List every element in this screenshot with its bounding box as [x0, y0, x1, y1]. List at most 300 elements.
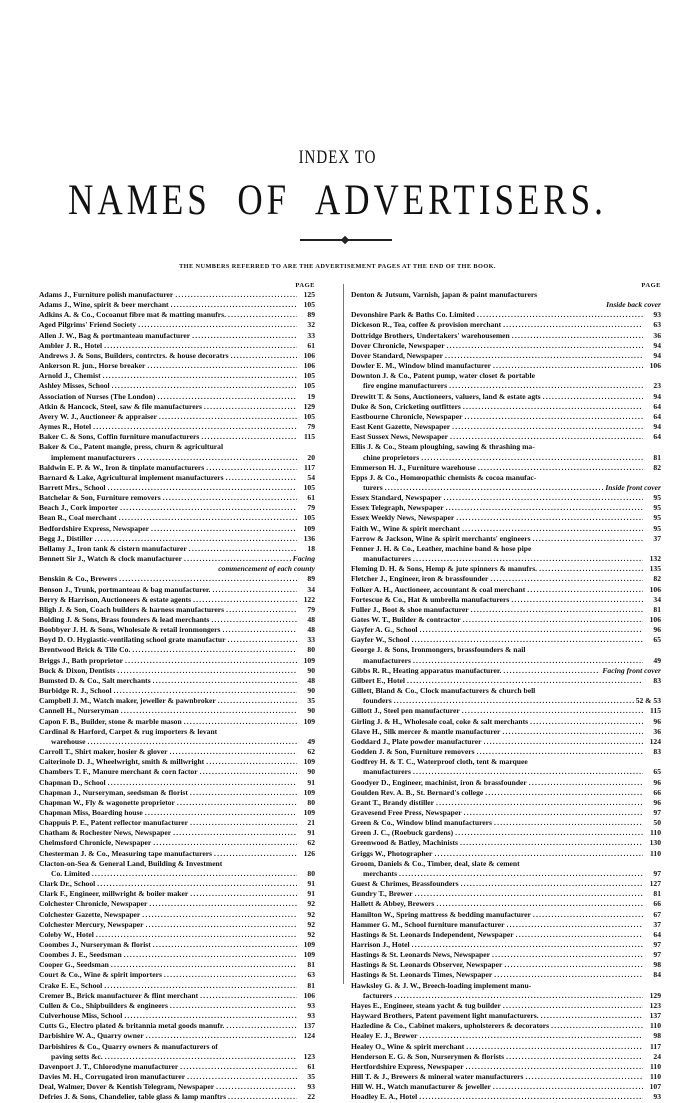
list-item: [351, 371, 661, 391]
leader-dots: [104, 981, 297, 991]
list-item: [39, 341, 315, 351]
entry-line: [39, 910, 315, 920]
page-number: 20: [307, 452, 315, 462]
page-number: 79: [307, 422, 315, 432]
page-number: 96: [653, 625, 661, 635]
advertiser-name: Defries J. & Sons, Chandelier, table glass & lamp manftrs: [39, 1092, 227, 1102]
page-reference-continued: Inside back cover: [606, 300, 661, 310]
page-number: 124: [649, 736, 661, 746]
advertiser-name: George J. & Sons, Ironmongers, brassfounders & nail: [351, 645, 526, 655]
entry-line: [351, 778, 661, 788]
leader-dots: [226, 605, 297, 615]
entry-line: [351, 910, 661, 920]
entry-line: [39, 757, 315, 767]
leader-dots: [175, 290, 297, 300]
entry-line: [351, 808, 661, 818]
entry-line: [351, 1031, 661, 1041]
entry-line: [39, 727, 315, 737]
list-item: [39, 1062, 315, 1072]
page-number: 105: [303, 381, 315, 391]
page-number: 37: [653, 533, 661, 543]
leader-dots: [184, 717, 297, 727]
leader-dots: [412, 635, 643, 645]
list-item: [351, 493, 661, 503]
advertiser-name: Denton & Jutsum, Varnish, japan & paint manufacturers: [351, 290, 538, 299]
page-number: 124: [303, 1031, 315, 1041]
list-item: [39, 838, 315, 848]
advertiser-name: Gates W. T., Builder & contractor: [351, 615, 461, 624]
page-reference: Inside front cover: [605, 482, 661, 492]
leader-dots: [170, 1001, 297, 1011]
leader-dots: [177, 798, 297, 808]
advertiser-name-continued: facturers: [363, 990, 393, 1000]
leader-dots: [419, 1092, 643, 1102]
leader-dots: [511, 595, 643, 605]
advertiser-name: Caiterinole D. J., Wheelwright, smith & millwright: [39, 757, 205, 767]
entry-line: [351, 503, 661, 513]
list-item: [39, 1072, 315, 1082]
list-item: [351, 706, 661, 716]
entry-line: [351, 1072, 661, 1082]
list-item: [351, 950, 661, 960]
page-number: 93: [653, 310, 661, 320]
page-number: 110: [650, 1072, 661, 1082]
advertiser-name: Goulden Rev. A. B., St. Bernard's college: [351, 787, 484, 797]
list-item: [39, 930, 315, 940]
leader-dots: [226, 473, 297, 483]
advertiser-name: Gayfer W., School: [351, 635, 410, 645]
advertiser-name-continued: implement manufacturers: [51, 452, 136, 462]
entry-line: [351, 960, 661, 970]
leader-dots: [527, 585, 643, 595]
page-number: 105: [303, 513, 315, 523]
list-item: [39, 910, 315, 920]
leader-dots: [137, 453, 297, 463]
page-number: 91: [307, 777, 315, 787]
leader-dots: [104, 341, 297, 351]
page-number: 110: [650, 848, 661, 858]
entry-line: [39, 524, 315, 534]
page-number: 90: [307, 767, 315, 777]
advertiser-name: Chappuis P. E., Patent reflector manufacturer: [39, 818, 189, 828]
page-number: 83: [653, 747, 661, 757]
advertiser-name: Cutts G., Electro plated & britannia metal goods manufr.: [39, 1021, 225, 1031]
entry-line: [39, 544, 315, 554]
leader-dots: [184, 554, 291, 564]
list-item: [351, 635, 661, 645]
left-column: [39, 282, 315, 1103]
list-item: [39, 798, 315, 808]
page-number: 64: [653, 432, 661, 442]
entry-line: [351, 747, 661, 757]
list-item: [351, 828, 661, 838]
ornament-rule-icon: [300, 237, 392, 243]
page-number: 97: [653, 950, 661, 960]
list-item: [39, 493, 315, 503]
leader-dots: [87, 737, 297, 747]
page-number: 61: [307, 493, 315, 503]
list-item: [351, 910, 661, 920]
leader-dots: [445, 351, 643, 361]
list-item: [39, 960, 315, 970]
list-item: [351, 1052, 661, 1062]
advertiser-name: Buck & Dixon, Dentists: [39, 665, 116, 675]
list-item: [351, 513, 661, 523]
advertiser-name: Girling J. & H., Wholesale coal, coke & salt merchants: [351, 716, 529, 726]
advertiser-name: Drewitt T. & Sons, Auctioneers, valuers, land & estate agts: [351, 391, 541, 401]
page-number: 96: [653, 777, 661, 787]
entry-line: [351, 838, 661, 848]
entry-line: [351, 950, 661, 960]
entry-line: [39, 808, 315, 818]
list-item: [39, 991, 315, 1001]
entry-line: [351, 392, 661, 402]
advertiser-name: Hazledine & Co., Cabinet makers, upholsterers & decorators: [351, 1021, 550, 1031]
list-item: [39, 524, 315, 534]
entry-line: [39, 920, 315, 930]
entry-continuation: [39, 737, 315, 747]
advertiser-name: Chapman J., Nurseryman, seedsman & florist: [39, 787, 188, 797]
leader-dots: [157, 392, 297, 402]
advertiser-name: Campbell J. M., Watch maker, jeweller & pawnbroker: [39, 696, 216, 706]
list-item: [351, 534, 661, 544]
entry-line: [39, 513, 315, 523]
leader-dots: [212, 585, 297, 595]
entry-line: [351, 574, 661, 584]
page-number: 80: [307, 797, 315, 807]
leader-dots: [206, 463, 297, 473]
leader-dots: [533, 534, 643, 544]
leader-dots: [461, 879, 643, 889]
advertiser-name: Chatham & Rochester News, Newspaper: [39, 828, 172, 838]
advertiser-name: Bolding J. & Sons, Brass founders & lead merchants: [39, 615, 210, 624]
entry-line: [39, 615, 315, 625]
advertiser-name: Clacton-on-Sea & General Land, Building & Investment: [39, 858, 223, 868]
leader-dots: [434, 849, 643, 859]
list-item: [39, 889, 315, 899]
list-item: [39, 554, 315, 574]
entry-line: [39, 351, 315, 361]
entry-line: [39, 341, 315, 351]
list-item: [39, 849, 315, 859]
entry-line: [351, 635, 661, 645]
list-item: [39, 727, 315, 747]
entry-line: [39, 717, 315, 727]
page-number: 32: [307, 320, 315, 330]
advertiser-name: Essex Telegraph, Newspaper: [351, 503, 444, 513]
entry-line: [39, 859, 315, 869]
advertiser-name: Dowler E. M., Window blind manufacturer: [351, 361, 491, 371]
entry-line: [39, 402, 315, 412]
advertiser-name-continued: chine proprietors: [363, 452, 420, 462]
advertiser-name: Duke & Son, Cricketing outfitters: [351, 401, 461, 411]
list-item: [39, 473, 315, 483]
list-item: [39, 534, 315, 544]
advertiser-name: Bedfordshire Express, Newspaper: [39, 523, 150, 533]
list-item: [351, 605, 661, 615]
entry-line: [39, 554, 315, 564]
entry-line: [39, 1072, 315, 1082]
leader-dots: [121, 706, 297, 716]
page-number: 54: [307, 472, 315, 482]
list-item: [351, 849, 661, 859]
column-divider: [343, 284, 344, 984]
list-item: [351, 1001, 661, 1011]
list-item: [351, 290, 661, 310]
list-item: [39, 422, 315, 432]
page-reference: Facing: [292, 554, 315, 564]
list-item: [351, 585, 661, 595]
page-number: 129: [649, 990, 661, 1000]
page-number: 95: [653, 493, 661, 503]
advertiser-name: Coombes J. E., Seedsman: [39, 950, 122, 960]
advertiser-name: Downton J. & Co., Patent pump, water closet & portable: [351, 371, 535, 381]
entry-line: [39, 412, 315, 422]
leader-dots: [478, 463, 643, 473]
page-number: 18: [307, 543, 315, 553]
leader-dots: [502, 727, 643, 737]
entry-line: [351, 534, 661, 544]
advertiser-name: Hammer G. M., School furniture manufacturer: [351, 919, 505, 929]
entry-line: [351, 686, 661, 696]
advertiser-name: Colchester Chronicle, Newspaper: [39, 899, 148, 909]
entry-line: [351, 798, 661, 808]
page-number: 81: [653, 604, 661, 614]
advertiser-name: Green J. C., (Roebuck gardens): [351, 828, 454, 838]
entry-line: [351, 331, 661, 341]
page-number: 109: [303, 757, 315, 767]
advertiser-name: Faith W., Wine & spirit merchant: [351, 523, 461, 533]
leader-dots: [452, 422, 643, 432]
entry-continuation: [351, 453, 661, 463]
entry-line: [39, 849, 315, 859]
advertiser-name: Barrett Mrs., School: [39, 482, 106, 492]
entry-continuation: [351, 991, 661, 1001]
advertiser-name: Darbishires & Co., Quarry owners & manufacturers of: [39, 1041, 218, 1051]
page-number: 109: [303, 787, 315, 797]
entry-continuation: [351, 869, 661, 879]
advertiser-name: Bumsted D. & Co., Salt merchants: [39, 675, 151, 685]
entry-line: [351, 422, 661, 432]
leader-dots: [190, 788, 297, 798]
entry-line: [351, 463, 661, 473]
advertiser-name: Cardinal & Harford, Carpet & rug importers & levant: [39, 726, 218, 736]
advertiser-name: Davies M. H., Corrugated iron manufacturer: [39, 1072, 186, 1082]
entry-line: [39, 585, 315, 595]
advertiser-name: Goodyer D., Engineer, machinist, iron & brassfounder: [351, 777, 527, 787]
advertiser-name: Cullen & Co., Shipbuilders & engineers: [39, 1000, 168, 1010]
page-number: 123: [649, 1000, 661, 1010]
advertiser-name: Green & Co., Window blind manufacturers: [351, 818, 492, 828]
advertiser-name: Carroll T., Shirt maker, hosier & glover: [39, 747, 168, 757]
advertiser-name: Gillett, Bland & Co., Clock manufacturers & church bell: [351, 686, 536, 696]
entry-line: [351, 310, 661, 320]
entry-line: [39, 970, 315, 980]
advertiser-name: East Sussex News, Newspaper: [351, 432, 449, 442]
advertiser-name: Beach J., Cork importer: [39, 503, 119, 513]
leader-dots: [462, 706, 643, 716]
list-item: [39, 859, 315, 879]
leader-dots: [97, 879, 297, 889]
list-item: [39, 351, 315, 361]
list-item: [39, 331, 315, 341]
page-number: 109: [303, 716, 315, 726]
advertiser-name: Epps J. & Co., Homœopathic chemists & cocoa manufac-: [351, 472, 537, 482]
leader-dots: [490, 574, 643, 584]
leader-dots: [539, 564, 643, 574]
entry-line: [351, 930, 661, 940]
list-item: [39, 320, 315, 330]
page-number: 22: [307, 1092, 315, 1102]
leader-dots: [394, 991, 643, 1001]
advertiser-name: Benson J., Trunk, portmanteau & bag manufacturer.: [39, 584, 211, 594]
entry-line: [39, 473, 315, 483]
advertiser-name-continued: Co. Limited: [51, 868, 90, 878]
list-item: [351, 798, 661, 808]
entry-line: [39, 879, 315, 889]
page-number: 24: [653, 1051, 661, 1061]
leader-dots: [206, 757, 297, 767]
page-reference-continued: commencement of each county: [218, 564, 315, 574]
advertiser-name: Ellis J. & Co., Steam ploughing, sawing & thrashing ma-: [351, 442, 535, 452]
page-number: 34: [653, 594, 661, 604]
advertiser-name-continued: founders: [363, 696, 392, 706]
entry-line: [39, 676, 315, 686]
advertiser-name: Deal, Walmer, Dover & Kentish Telegram, Newspaper: [39, 1082, 215, 1092]
leader-dots: [436, 798, 643, 808]
advertiser-name: Benskin & Co., Brewers: [39, 574, 118, 584]
entry-line: [351, 290, 661, 300]
leader-dots: [222, 625, 297, 635]
page-number: 107: [649, 1082, 661, 1092]
advertiser-name: Darbishire W. A., Quarry owner: [39, 1031, 144, 1041]
page-number: 93: [307, 1000, 315, 1010]
entry-line: [39, 818, 315, 828]
leader-dots: [111, 960, 297, 970]
advertiser-name: Ashley Misses, School: [39, 381, 110, 391]
entry-line: [351, 564, 661, 574]
page-number: 33: [307, 330, 315, 340]
leader-dots: [147, 361, 297, 371]
entry-line: [39, 1062, 315, 1072]
advertiser-name: Clark F., Engineer, millwright & boiler maker: [39, 889, 189, 899]
list-item: [39, 442, 315, 462]
entry-line: [39, 838, 315, 848]
list-item: [39, 635, 315, 645]
leader-dots: [189, 544, 297, 554]
page-number: 49: [307, 736, 315, 746]
entry-continuation: [39, 869, 315, 879]
page-number: 92: [307, 909, 315, 919]
list-item: [351, 524, 661, 534]
leader-dots: [455, 828, 643, 838]
leader-dots: [466, 1062, 643, 1072]
list-item: [351, 981, 661, 1001]
page-number: 64: [653, 411, 661, 421]
leader-dots: [119, 574, 297, 584]
leader-dots: [471, 605, 643, 615]
page-number: 94: [653, 422, 661, 432]
entry-line: [39, 605, 315, 615]
entry-line: [39, 1031, 315, 1041]
list-item: [39, 300, 315, 310]
advertiser-name-continued: turers: [363, 482, 383, 492]
list-item: [351, 331, 661, 341]
page-number: 66: [653, 787, 661, 797]
leader-dots: [112, 381, 297, 391]
leader-dots: [204, 402, 297, 412]
page-number: 64: [653, 929, 661, 939]
list-item: [351, 818, 661, 828]
list-item: [351, 686, 661, 706]
list-item: [39, 747, 315, 757]
leader-dots: [504, 960, 643, 970]
page-number: 82: [653, 574, 661, 584]
leader-dots: [164, 970, 297, 980]
page-number: 83: [653, 675, 661, 685]
leader-dots: [420, 1031, 644, 1041]
page-number: 65: [653, 635, 661, 645]
list-item: [39, 432, 315, 442]
list-item: [39, 788, 315, 798]
leader-dots: [412, 940, 643, 950]
leader-dots: [193, 595, 297, 605]
advertiser-name: Ankerson R. jun., Horse breaker: [39, 361, 146, 371]
entry-line: [39, 392, 315, 402]
advertiser-list-left: [39, 290, 315, 1103]
leader-dots: [413, 767, 643, 777]
leader-dots: [462, 524, 643, 534]
page-number: 105: [303, 482, 315, 492]
leader-dots: [444, 493, 643, 503]
page-number: 92: [307, 929, 315, 939]
entry-line: [39, 1092, 315, 1102]
leader-dots: [142, 910, 297, 920]
entry-line: [39, 767, 315, 777]
leader-dots: [92, 869, 297, 879]
entry-continuation: [351, 767, 661, 777]
page-number: 37: [653, 919, 661, 929]
list-item: [39, 645, 315, 655]
advertiser-name: Begg J., Distiller: [39, 533, 93, 543]
list-item: [39, 1031, 315, 1041]
advertiser-name: Coleby W., Hotel: [39, 929, 94, 939]
list-item: [351, 808, 661, 818]
list-item: [39, 1092, 315, 1102]
advertiser-name: Glave H., Silk mercer & mantle manufacturer: [351, 726, 501, 736]
entry-line: [39, 1011, 315, 1021]
advertiser-name: Dover Chronicle, Newspaper: [351, 340, 445, 350]
list-item: [351, 361, 661, 371]
entry-line: [39, 381, 315, 391]
leader-dots: [436, 899, 643, 909]
entry-line: [351, 371, 661, 381]
advertiser-name: Court & Co., Wine & spirit importers: [39, 970, 162, 980]
page-number: 65: [653, 767, 661, 777]
advertiser-name: Burbidge R. J., School: [39, 686, 112, 696]
leader-dots: [187, 1072, 297, 1082]
advertiser-name: Folker A. H., Auctioneer, accountant & coal merchant: [351, 584, 526, 594]
advertiser-name: Adkins A. & Co., Cocoanut fibre mat & matting manufrs.: [39, 310, 226, 320]
page-number: 52 & 53: [635, 696, 661, 706]
list-item: [351, 727, 661, 737]
list-item: [39, 676, 315, 686]
leader-dots: [145, 808, 297, 818]
entry-continuation: [39, 453, 315, 463]
leader-dots: [450, 432, 643, 442]
page-number: 35: [307, 1072, 315, 1082]
leader-dots: [530, 717, 643, 727]
